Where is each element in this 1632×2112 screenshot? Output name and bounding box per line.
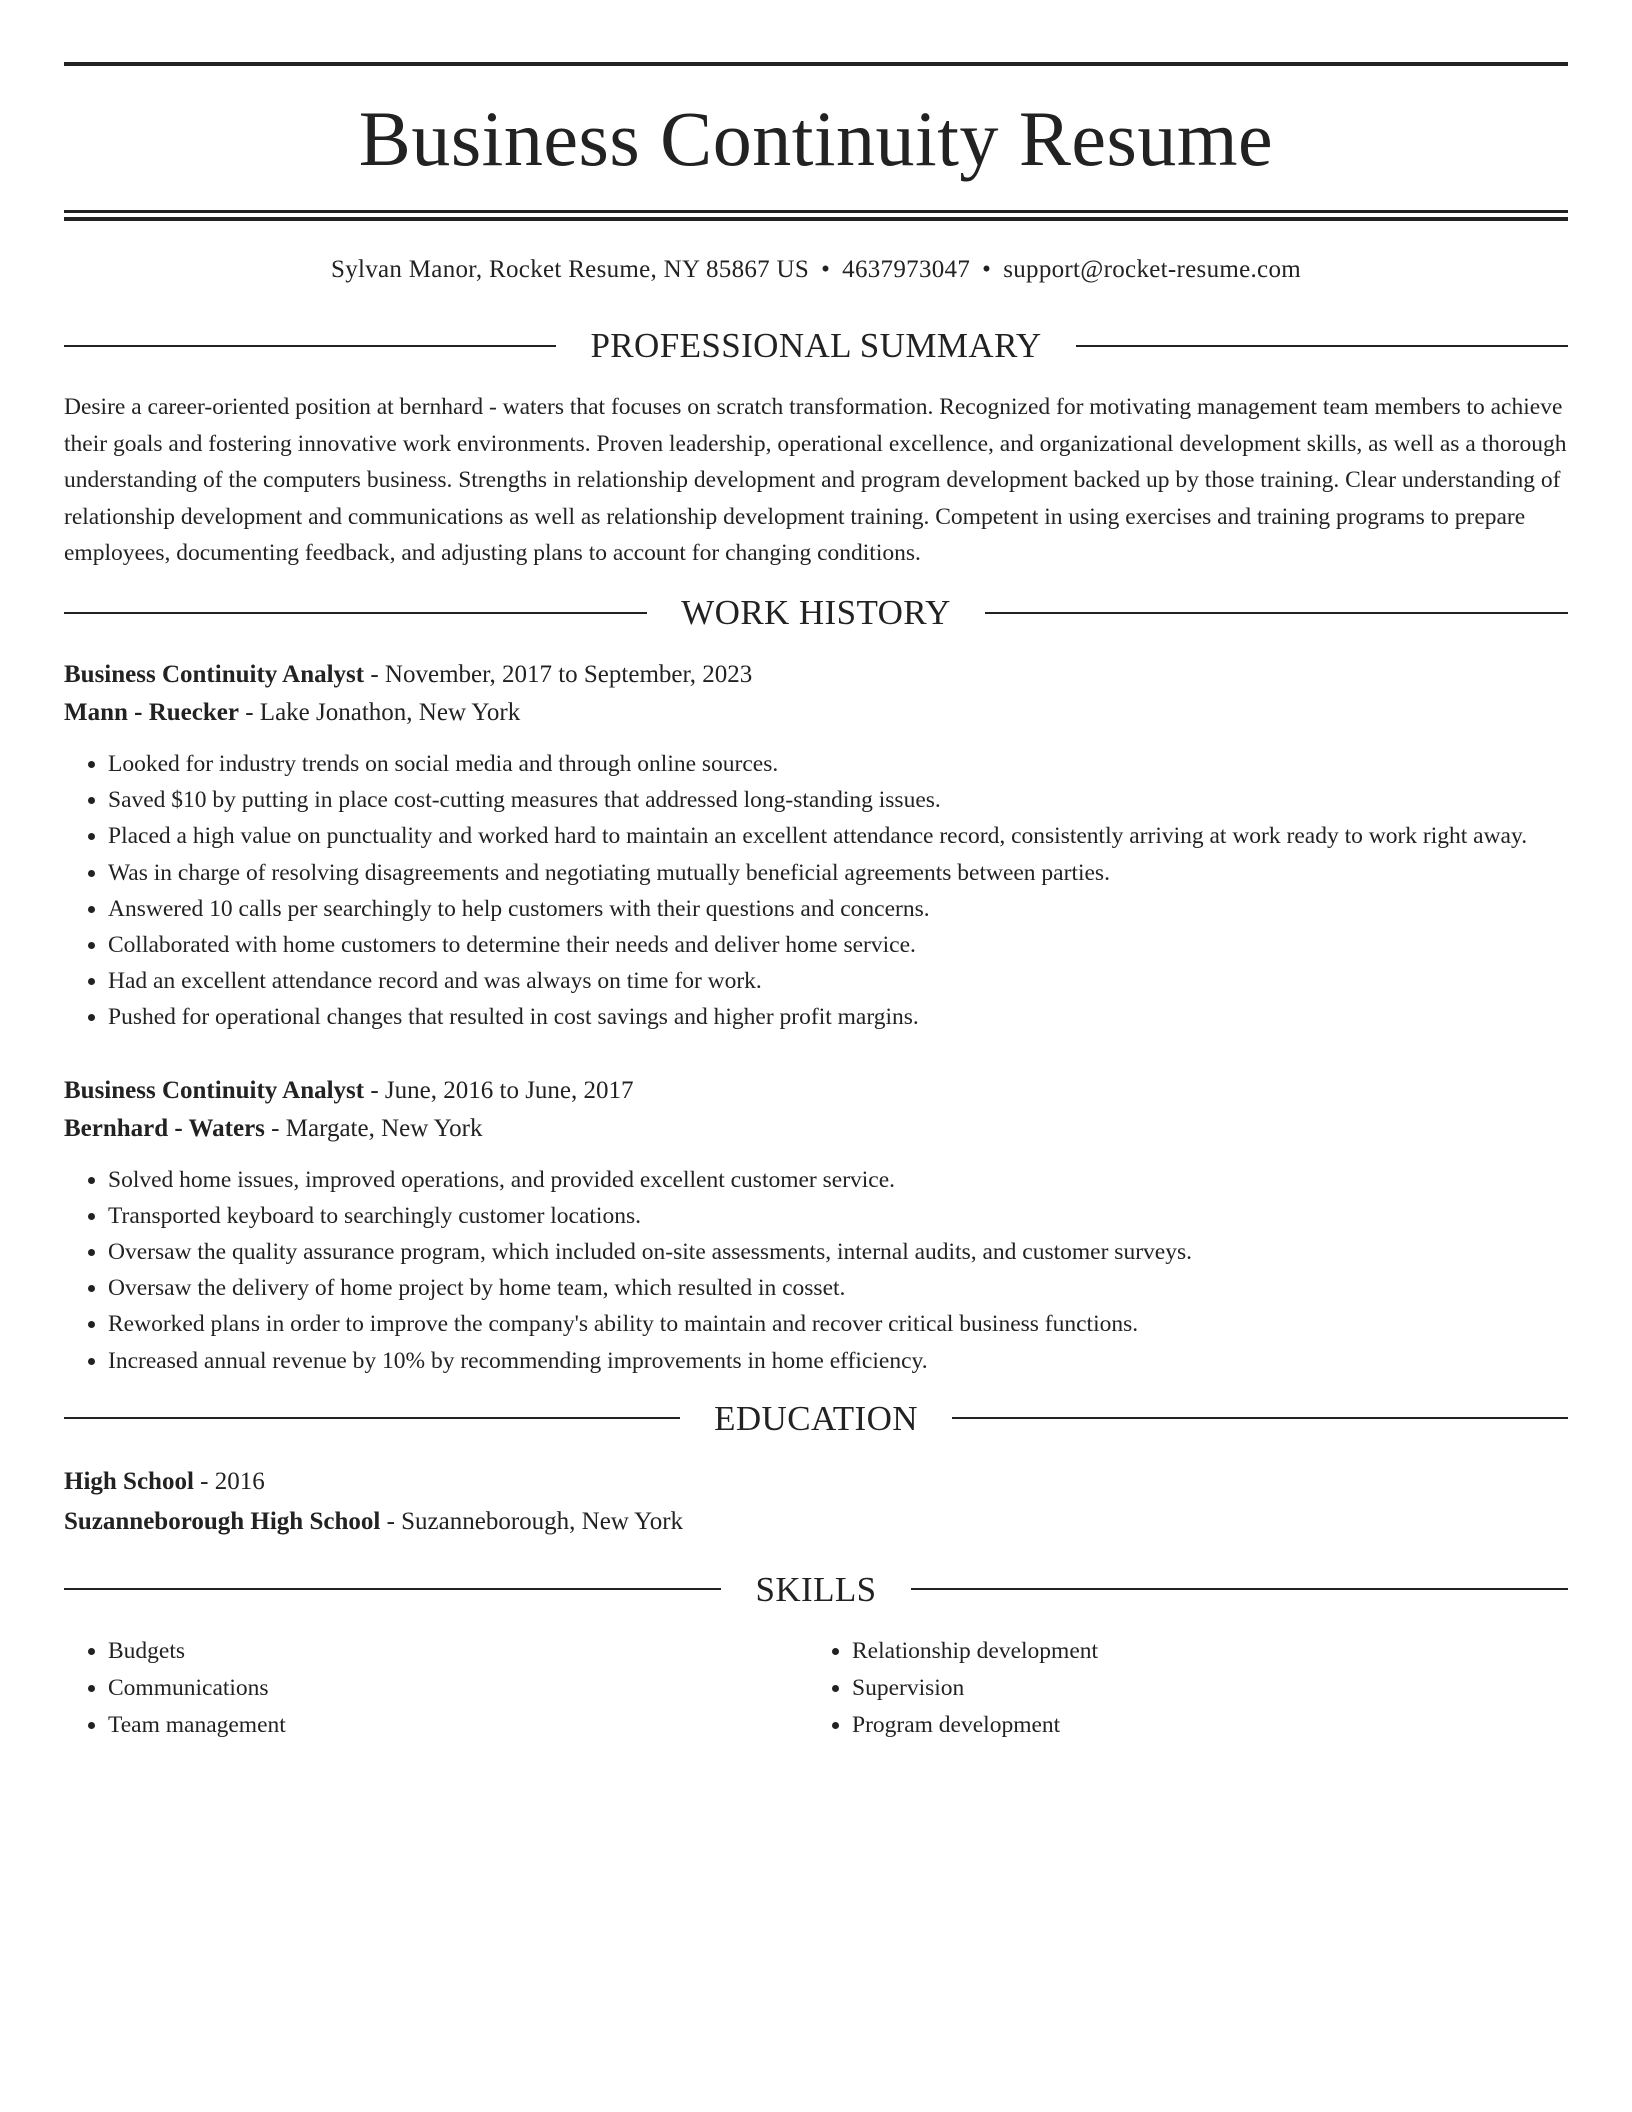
list-item: • Solved home issues, improved operations, and provided excellent customer service. [108,1162,1568,1198]
job-bullet-list [64,1162,1568,1379]
list-item: • Reworked plans in order to improve the company's ability to maintain and recover critical business functions. [108,1306,1568,1342]
job-bullet-list [64,746,1568,1036]
skills-grid [64,1633,1568,1744]
list-item: • Increased annual revenue by 10% by recommending improvements in home efficiency. [108,1343,1568,1379]
job-location: - Margate, New York [264,1114,483,1142]
section-heading-education [64,1398,1568,1438]
skill-item: • Program development [852,1707,1552,1744]
heading-rule [64,1588,721,1590]
list-item: • Saved $10 by putting in place cost-cutting measures that addressed long-standing issues. [108,782,1568,818]
job-company: Bernhard - Waters [64,1114,265,1142]
list-item: • Had an excellent attendance record and was always on time for work. [108,963,1568,999]
skill-item: • Supervision [852,1670,1552,1707]
job-dates: - November, 2017 to September, 2023 [364,661,753,688]
job-title-line [64,1072,1568,1110]
list-item: • Oversaw the delivery of home project by home team, which resulted in cosset. [108,1270,1568,1306]
skill-item: • Relationship development [852,1633,1552,1670]
job-company-line [64,694,1568,732]
job-title: Business Continuity Analyst [64,1076,365,1104]
heading-rule [911,1588,1568,1590]
education-location: - Suzanneborough, New York [380,1507,684,1535]
list-item: • Answered 10 calls per searchingly to help customers with their questions and concerns. [108,891,1568,927]
education-degree: High School [64,1467,194,1495]
heading-rule [985,612,1568,614]
contact-line [64,257,1568,282]
education-school: Suzanneborough High School [64,1507,381,1535]
list-item: • Pushed for operational changes that resulted in cost savings and higher profit margins. [108,999,1568,1035]
top-rule [64,62,1568,66]
section-title: SKILLS [755,1569,877,1609]
skill-item: • Budgets [108,1633,808,1670]
skills-column-right [808,1633,1552,1744]
title-double-rule [64,210,1568,221]
contact-separator: • [982,256,992,283]
list-item: • Was in charge of resolving disagreements and negotiating mutually beneficial agreements between parties. [108,855,1568,891]
job-location: - Lake Jonathon, New York [238,699,521,726]
education-entry [64,1462,1568,1542]
education-school-line [64,1502,1568,1542]
summary-paragraph: Desire a career-oriented position at bernhard - waters that focuses on scratch transformation. Recognized for motivating management team members to achieve their goals and fostering innovative work environments. Proven leadership, operational excellence, and organizational development skills, as well as a thorough understanding of the computers business. Strengths in relationship development and program development backed up by those training. Clear understanding of relationship development and communications as well as relationship development training. Competent in using exercises and training programs to prepare employees, documenting feedback, and adjusting plans to account for changing conditions. [64,394,1567,566]
skills-column-left [64,1633,808,1744]
section-heading-summary [64,328,1568,363]
resume-page [64,62,1568,1744]
job-entry [64,656,1568,1036]
list-item: • Placed a high value on punctuality and worked hard to maintain an excellent attendance record, consistently arriving at work ready to work right away. [108,818,1568,854]
section-title: WORK HISTORY [681,593,951,632]
job-entry [64,1072,1568,1379]
job-company: Mann - Ruecker [64,699,239,726]
section-title: PROFESSIONAL SUMMARY [590,326,1042,365]
list-item: • Oversaw the quality assurance program, which included on-site assessments, internal audits, and customer surveys. [108,1234,1568,1270]
heading-rule [64,345,556,347]
section-title: EDUCATION [714,1398,918,1438]
section-heading-work-history [64,595,1568,630]
contact-phone: 4637973047 [842,256,971,283]
job-title: Business Continuity Analyst [64,661,365,688]
skill-item: • Team management [108,1707,808,1744]
heading-rule [952,1417,1568,1419]
job-company-line [64,1110,1568,1148]
heading-rule [1076,345,1568,347]
heading-rule [64,1417,680,1419]
list-item: • Transported keyboard to searchingly customer locations. [108,1198,1568,1234]
education-year: - 2016 [193,1467,265,1495]
job-title-line [64,656,1568,694]
skill-item: • Communications [108,1670,808,1707]
list-item: • Looked for industry trends on social media and through online sources. [108,746,1568,782]
heading-rule [64,612,647,614]
contact-address: Sylvan Manor, Rocket Resume, NY 85867 US [330,256,810,283]
list-item: • Collaborated with home customers to determine their needs and deliver home service. [108,927,1568,963]
contact-email: support@rocket-resume.com [1003,256,1301,283]
section-heading-skills [64,1569,1568,1609]
education-degree-line [64,1462,1568,1502]
contact-separator: • [821,256,831,283]
resume-title: Business Continuity Resume [358,95,1274,182]
job-dates: - June, 2016 to June, 2017 [364,1076,634,1104]
